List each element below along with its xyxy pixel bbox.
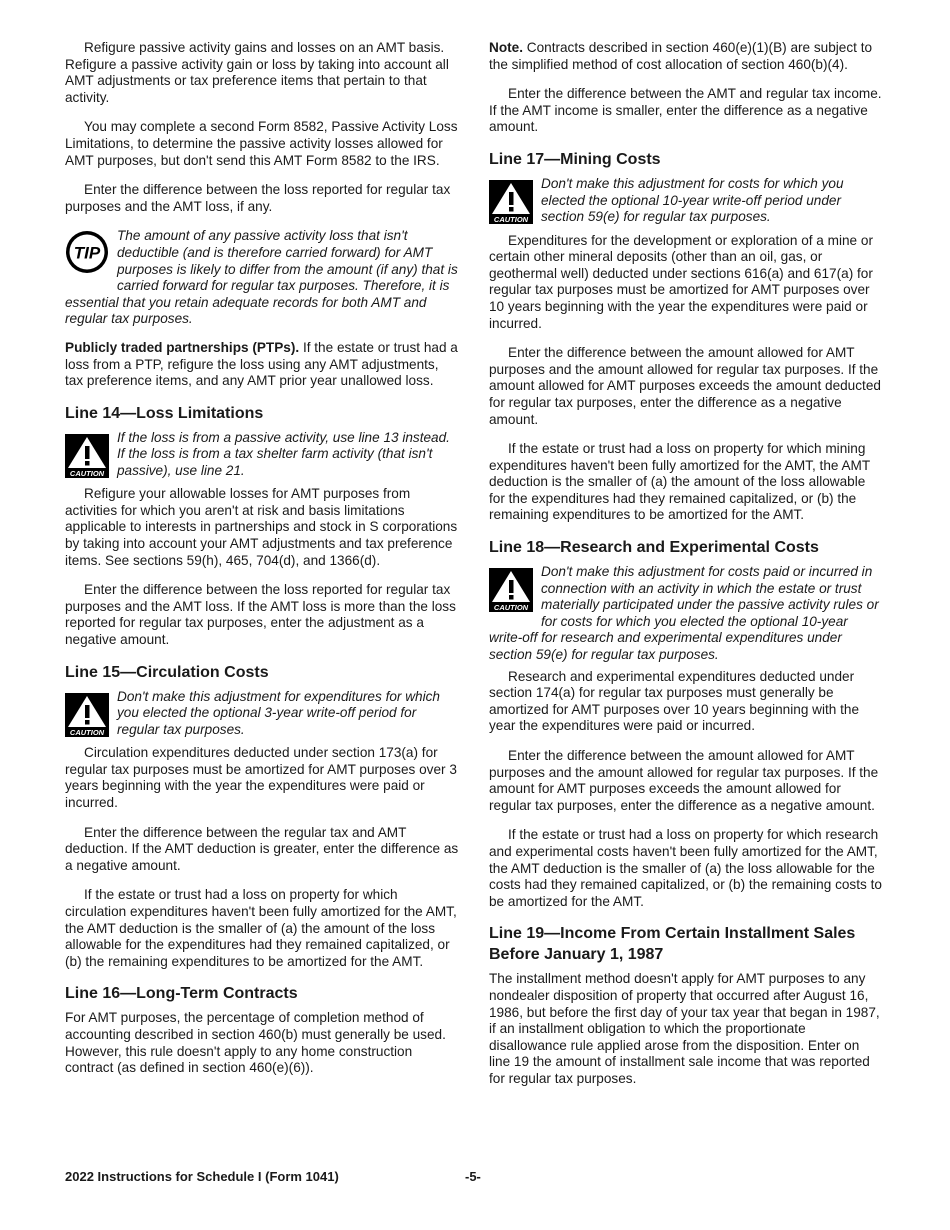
line16-heading: Line 16—Long-Term Contracts	[65, 985, 298, 1003]
paragraph: For AMT purposes, the percentage of completion method of accounting described in section 460(b) must generally be used. However, this rule doesn't apply to any home construction contract (as defined in section 460(e)(6)).	[65, 1010, 446, 1076]
line14-heading: Line 14—Loss Limitations	[65, 404, 264, 422]
line17-heading: Line 17—Mining Costs	[489, 150, 661, 168]
paragraph: Enter the difference between the amount allowed for AMT purposes and the amount allowed for regular tax purposes. If the amount allowed for AMT purposes exceeds the amount deducted for regular tax purposes, enter the difference as a negative amount.	[489, 345, 881, 427]
note-paragraph	[489, 40, 884, 73]
caution-note	[489, 564, 884, 664]
paragraph: Refigure your allowable losses for AMT purposes from activities for which you aren't at risk and basis limitations applicable to interests in partnerships and stock in S corporations by taking into account your AMT adjustments and tax preference items. See sections 59(h), 465, 704(d), and 1366(d).	[65, 486, 458, 568]
tip-icon	[65, 230, 109, 279]
caution-icon	[489, 180, 533, 229]
caution-label: CAUTION	[493, 214, 529, 224]
ptp-text: If the estate or trust had a loss from a PTP, refigure the loss using any AMT adjustments, tax preference items, and any AMT prior year unallowed loss.	[65, 339, 458, 389]
ptp-heading: Publicly traded partnerships (PTPs).	[65, 339, 300, 355]
left-column	[65, 40, 460, 1090]
paragraph: The installment method doesn't apply for AMT purposes to any nondealer disposition of property that occurred after August 16, 1986, but before the first day of your tax year that began in 1987, if an installment obligation to which the proportionate disallowance rule applied arose from the disposition. Enter on line 19 the amount of installment sale income that was reported for regular tax purposes.	[489, 971, 880, 1086]
tip-label: TIP	[73, 243, 101, 263]
paragraph: Enter the difference between the AMT and regular tax income. If the AMT income is smaller, enter the difference as a negative amount.	[489, 86, 882, 135]
paragraph: Enter the difference between the amount allowed for AMT purposes and the amount allowed for regular tax purposes. If the amount for AMT purposes exceeds the amount allowed for regular tax purposes, enter the difference as a negative amount.	[489, 748, 879, 813]
line15-heading: Line 15—Circulation Costs	[65, 663, 269, 681]
line19-heading: Line 19—Income From Certain Installment Sales Before January 1, 1987	[489, 925, 856, 964]
footer-title: 2022 Instructions for Schedule I (Form 1041)	[65, 1169, 339, 1184]
paragraph: Enter the difference between the regular tax and AMT deduction. If the AMT deduction is greater, enter the difference as a negative amount.	[65, 824, 459, 873]
caution-label: CAUTION	[69, 468, 105, 478]
note-label: Note.	[489, 40, 523, 55]
paragraph: If the estate or trust had a loss on property for which mining expenditures haven't been fully amortized for the AMT, the AMT deduction is the smaller of (a) the amount of the loss allowable for the expenditures had they remained capitalized, or (b) the remaining expenditures to be amortized for the AMT.	[489, 441, 870, 523]
paragraph: Expenditures for the development or exploration of a mine or certain other mineral deposits (other than an oil, gas, or geothermal well) deducted under sections 616(a) and 617(a) for regular tax purposes must be amortized for AMT purposes over 10 years beginning with the year the expenditures were paid or incurred.	[489, 232, 873, 331]
ptp-paragraph	[65, 340, 460, 390]
tip-text: The amount of any passive activity loss that isn't deductible (and is therefore carried forward) for AMT purposes is likely to differ from the amount (if any) that is carried forward for regular tax purposes. Therefore, it is essential that you retain adequate records for both AMT and regular tax purposes.	[65, 228, 458, 327]
paragraph: You may complete a second Form 8582, Passive Activity Loss Limitations, to determine the passive activity losses allowed for AMT purposes, but don't send this AMT Form 8582 to the IRS.	[65, 119, 458, 168]
caution-note	[489, 176, 884, 229]
caution-text: If the loss is from a passive activity, use line 13 instead. If the loss is from a tax shelter farm activity (that isn't passive), use line 21.	[117, 429, 450, 478]
right-column	[489, 40, 884, 1101]
caution-label: CAUTION	[493, 603, 529, 613]
paragraph: Enter the difference between the loss reported for regular tax purposes and the AMT loss, if any.	[65, 182, 451, 214]
tip-note	[65, 228, 460, 328]
caution-icon	[65, 434, 109, 483]
paragraph: Circulation expenditures deducted under section 173(a) for regular tax purposes must be amortized for AMT purposes over 3 years beginning with the year the expenditures were paid or incurred.	[65, 745, 457, 810]
page-number: -5-	[465, 1169, 481, 1184]
paragraph: Enter the difference between the loss reported for regular tax purposes and the AMT loss. If the AMT loss is more than the loss reported for regular tax purposes, enter the adjustment as a negative amount.	[65, 582, 456, 648]
caution-note	[65, 430, 460, 483]
caution-text: Don't make this adjustment for costs for which you elected the optional 10-year write-off period under section 59(e) for regular tax purposes.	[541, 175, 844, 225]
paragraph: If the estate or trust had a loss on property for which research and experimental costs haven't been fully amortized for the AMT, the AMT deduction is the smaller of (a) the loss allowable for the costs had they remained capitalized, or (b) the remaining costs to be amortized for the AMT.	[489, 827, 882, 909]
paragraph: Research and experimental expenditures deducted under section 174(a) for regular tax purposes must generally be amortized for AMT purposes over 10 years beginning with the year the expenditures were paid or incurred.	[489, 668, 859, 734]
caution-note	[65, 689, 460, 742]
paragraph: If the estate or trust had a loss on property for which circulation expenditures haven't been fully amortized for the AMT, the AMT deduction is the smaller of (a) the amount of the loss allowable for the expenditures had they remained capitalized, or (b) the remaining expenditures to be amortized for the AMT.	[65, 887, 457, 969]
paragraph: Refigure passive activity gains and losses on an AMT basis. Refigure a passive activity gain or loss by taking into account all AMT adjustments or tax preference items that pertain to that activity.	[65, 40, 449, 105]
caution-text: Don't make this adjustment for expenditures for which you elected the optional 3-year write-off period for regular tax purposes.	[117, 688, 440, 737]
caution-text: Don't make this adjustment for costs paid or incurred in connection with an activity in which the estate or trust materially participated under the passive activity rules or for costs for which you elected the optional 10-year write-off for research and experimental expenditures under section 59(e) for regular tax purposes.	[489, 564, 879, 663]
note-text: Contracts described in section 460(e)(1)(B) are subject to the simplified method of cost allocation of section 460(b)(4).	[489, 40, 873, 72]
line18-heading: Line 18—Research and Experimental Costs	[489, 539, 819, 557]
caution-label: CAUTION	[69, 727, 105, 737]
caution-icon	[65, 693, 109, 742]
caution-icon	[489, 568, 533, 617]
